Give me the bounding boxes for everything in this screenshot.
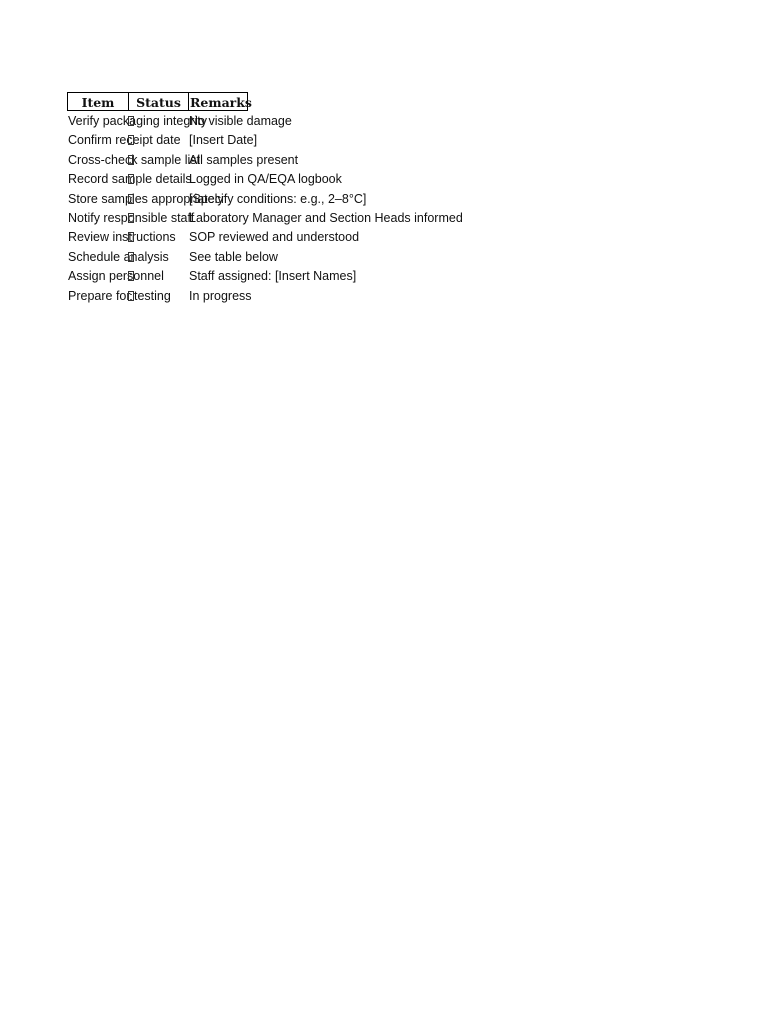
cell-item[interactable]: Schedule analysis <box>68 249 169 264</box>
cell-item[interactable]: Review instructions <box>68 230 176 245</box>
cell-item[interactable]: Store samples appropriately <box>68 191 224 206</box>
missing-glyph-icon <box>128 135 134 145</box>
cell-remarks[interactable]: No visible damage <box>189 114 292 128</box>
cell-remarks[interactable]: SOP reviewed and understood <box>189 230 360 245</box>
cell-status[interactable] <box>128 209 140 228</box>
cell-remarks[interactable]: Staff assigned: [Insert Names] <box>189 269 357 284</box>
cell-status[interactable] <box>128 170 140 189</box>
cell-status[interactable] <box>128 151 140 170</box>
cell-item[interactable]: Confirm receipt date <box>68 133 181 148</box>
cell-status[interactable] <box>128 112 140 131</box>
cell-item[interactable]: Prepare for testing <box>68 288 171 303</box>
missing-glyph-icon <box>128 213 134 223</box>
missing-glyph-icon <box>128 155 134 165</box>
cell-item[interactable]: Verify packaging integrity <box>68 114 207 128</box>
missing-glyph-icon <box>128 232 134 242</box>
cell-remarks[interactable]: See table below <box>189 249 278 264</box>
cell-item[interactable]: Notify responsible staff <box>68 210 195 225</box>
missing-glyph-icon <box>128 291 134 301</box>
cell-item[interactable]: Cross-check sample list <box>68 152 200 167</box>
cell-remarks[interactable]: In progress <box>189 288 252 303</box>
cell-status[interactable] <box>128 248 140 267</box>
cell-remarks[interactable]: All samples present <box>189 152 299 167</box>
cell-status[interactable] <box>128 267 140 286</box>
cell-item[interactable]: Assign personnel <box>68 269 164 284</box>
missing-glyph-icon <box>128 252 134 262</box>
cell-remarks[interactable]: Logged in QA/EQA logbook <box>189 172 342 187</box>
missing-glyph-icon <box>128 174 134 184</box>
cell-status[interactable] <box>128 131 140 150</box>
header-status[interactable]: Status <box>128 92 189 111</box>
header-remarks[interactable]: Remarks <box>188 92 248 111</box>
header-item[interactable]: Item <box>67 92 129 111</box>
cell-remarks[interactable]: Laboratory Manager and Section Heads informed <box>189 210 463 225</box>
cell-status[interactable] <box>128 228 140 247</box>
cell-status[interactable] <box>128 287 140 306</box>
missing-glyph-icon <box>128 271 134 281</box>
missing-glyph-icon <box>128 116 134 126</box>
cell-status[interactable] <box>128 190 140 209</box>
cell-remarks[interactable]: [Specify conditions: e.g., 2–8°C] <box>189 191 367 206</box>
missing-glyph-icon <box>128 194 134 204</box>
cell-item[interactable]: Record sample details <box>68 172 192 187</box>
cell-remarks[interactable]: [Insert Date] <box>189 133 258 148</box>
